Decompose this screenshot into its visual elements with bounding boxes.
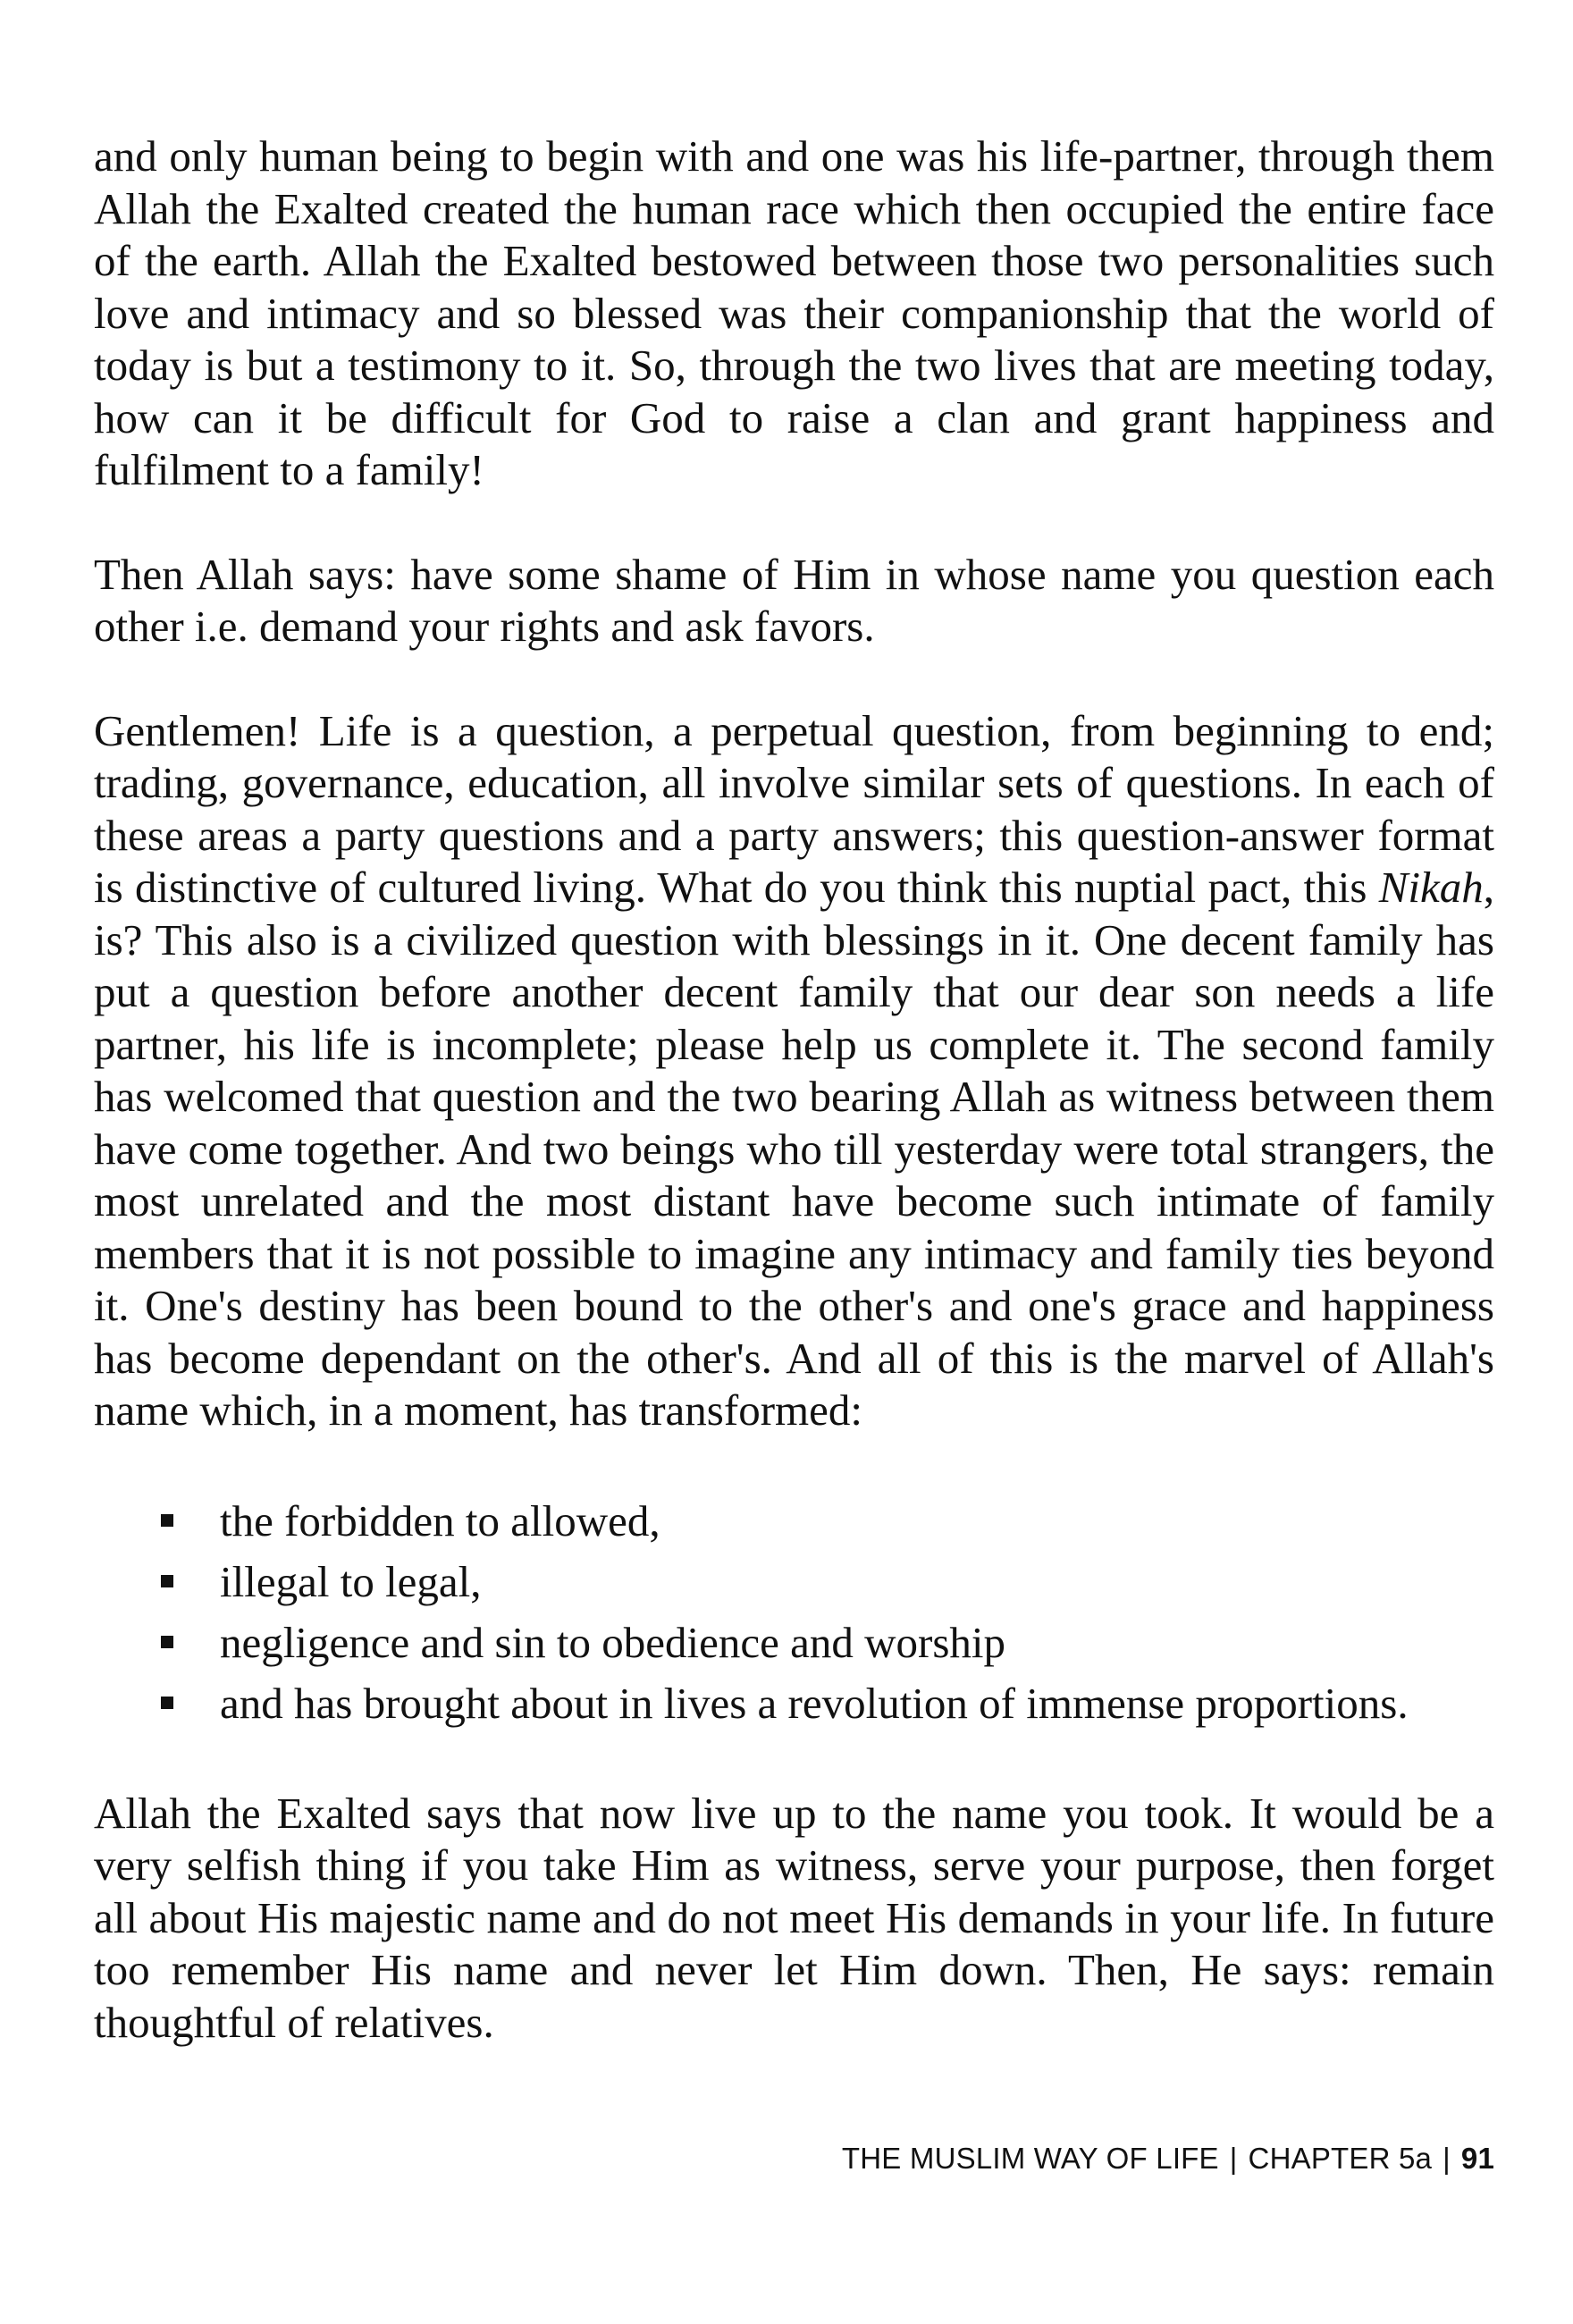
paragraph-3-text-end: , is? This also is a civilized question with blessings in it. One decent family has put a question before another decent family that our dear son needs a life partner, his life is incomplete; please help us complete it. The second family has welcomed that question and the two bearing Allah as witness between them have come together. And two beings who till yesterday were total strangers, the most unrelated and the most distant have become such intimate of family members that it is not possible to imagine any intimacy and family ties beyond it. One's destiny has been bound to the other's and one's grace and happiness has become dependant on the other's. And all of this is the marvel of Allah's name which, in a moment, has transformed: (94, 863, 1495, 1435)
page-footer (842, 2142, 1494, 2176)
paragraph-3 (94, 705, 1494, 1437)
list-item (94, 1552, 1494, 1612)
list-item-text: negligence and sin to obedience and worship (220, 1617, 1006, 1667)
footer-separator: | (1443, 2142, 1451, 2175)
list-item (94, 1673, 1494, 1734)
square-bullet-icon (161, 1575, 173, 1587)
page-content (94, 131, 1494, 2049)
list-item (94, 1612, 1494, 1673)
page-number: 91 (1460, 2142, 1494, 2175)
square-bullet-icon (161, 1636, 173, 1648)
footer-separator: | (1229, 2142, 1238, 2175)
square-bullet-icon (161, 1514, 173, 1527)
list-item-text: illegal to legal, (220, 1556, 482, 1606)
nikah-term: Nikah (1378, 863, 1484, 912)
paragraph-1: and only human being to begin with and one was his life-partner, through them Allah the Exalted created the human race which then occupied the entire face of the earth. Allah the Exalted bestowed between those two personalities such love and intimacy and so blessed was their companionship that the world of today is but a testimony to it. So, through the two lives that are meeting today, how can it be difficult for God to raise a clan and grant happiness and fulfilment to a family! (94, 131, 1494, 494)
transformation-list (94, 1491, 1494, 1734)
square-bullet-icon (161, 1697, 173, 1709)
paragraph-2: Then Allah says: have some shame of Him in whose name you question each other i.e. demand your rights and ask favors. (94, 549, 1494, 651)
list-item (94, 1491, 1494, 1552)
paragraph-3-text-start: Gentlemen! Life is a question, a perpetual question, from beginning to end; trading, governance, education, all involve similar sets of questions. In each of these areas a party questions and a party answers; this question-answer format is distinctive of cultured living. What do you think this nuptial pact, this (94, 705, 1494, 912)
chapter-label: CHAPTER 5a (1248, 2142, 1433, 2175)
paragraph-4: Allah the Exalted says that now live up to the name you took. It would be a very selfish thing if you take Him as witness, serve your purpose, then forget all about His majestic name and do not meet His demands in your life. In future too remember His name and never let Him down. Then, He says: remain thoughtful of relatives. (94, 1788, 1494, 2047)
book-title: THE MUSLIM WAY OF LIFE (841, 2142, 1219, 2175)
list-item-text: and has brought about in lives a revolution of immense proportions. (220, 1678, 1409, 1728)
list-item-text: the forbidden to allowed, (220, 1495, 660, 1545)
